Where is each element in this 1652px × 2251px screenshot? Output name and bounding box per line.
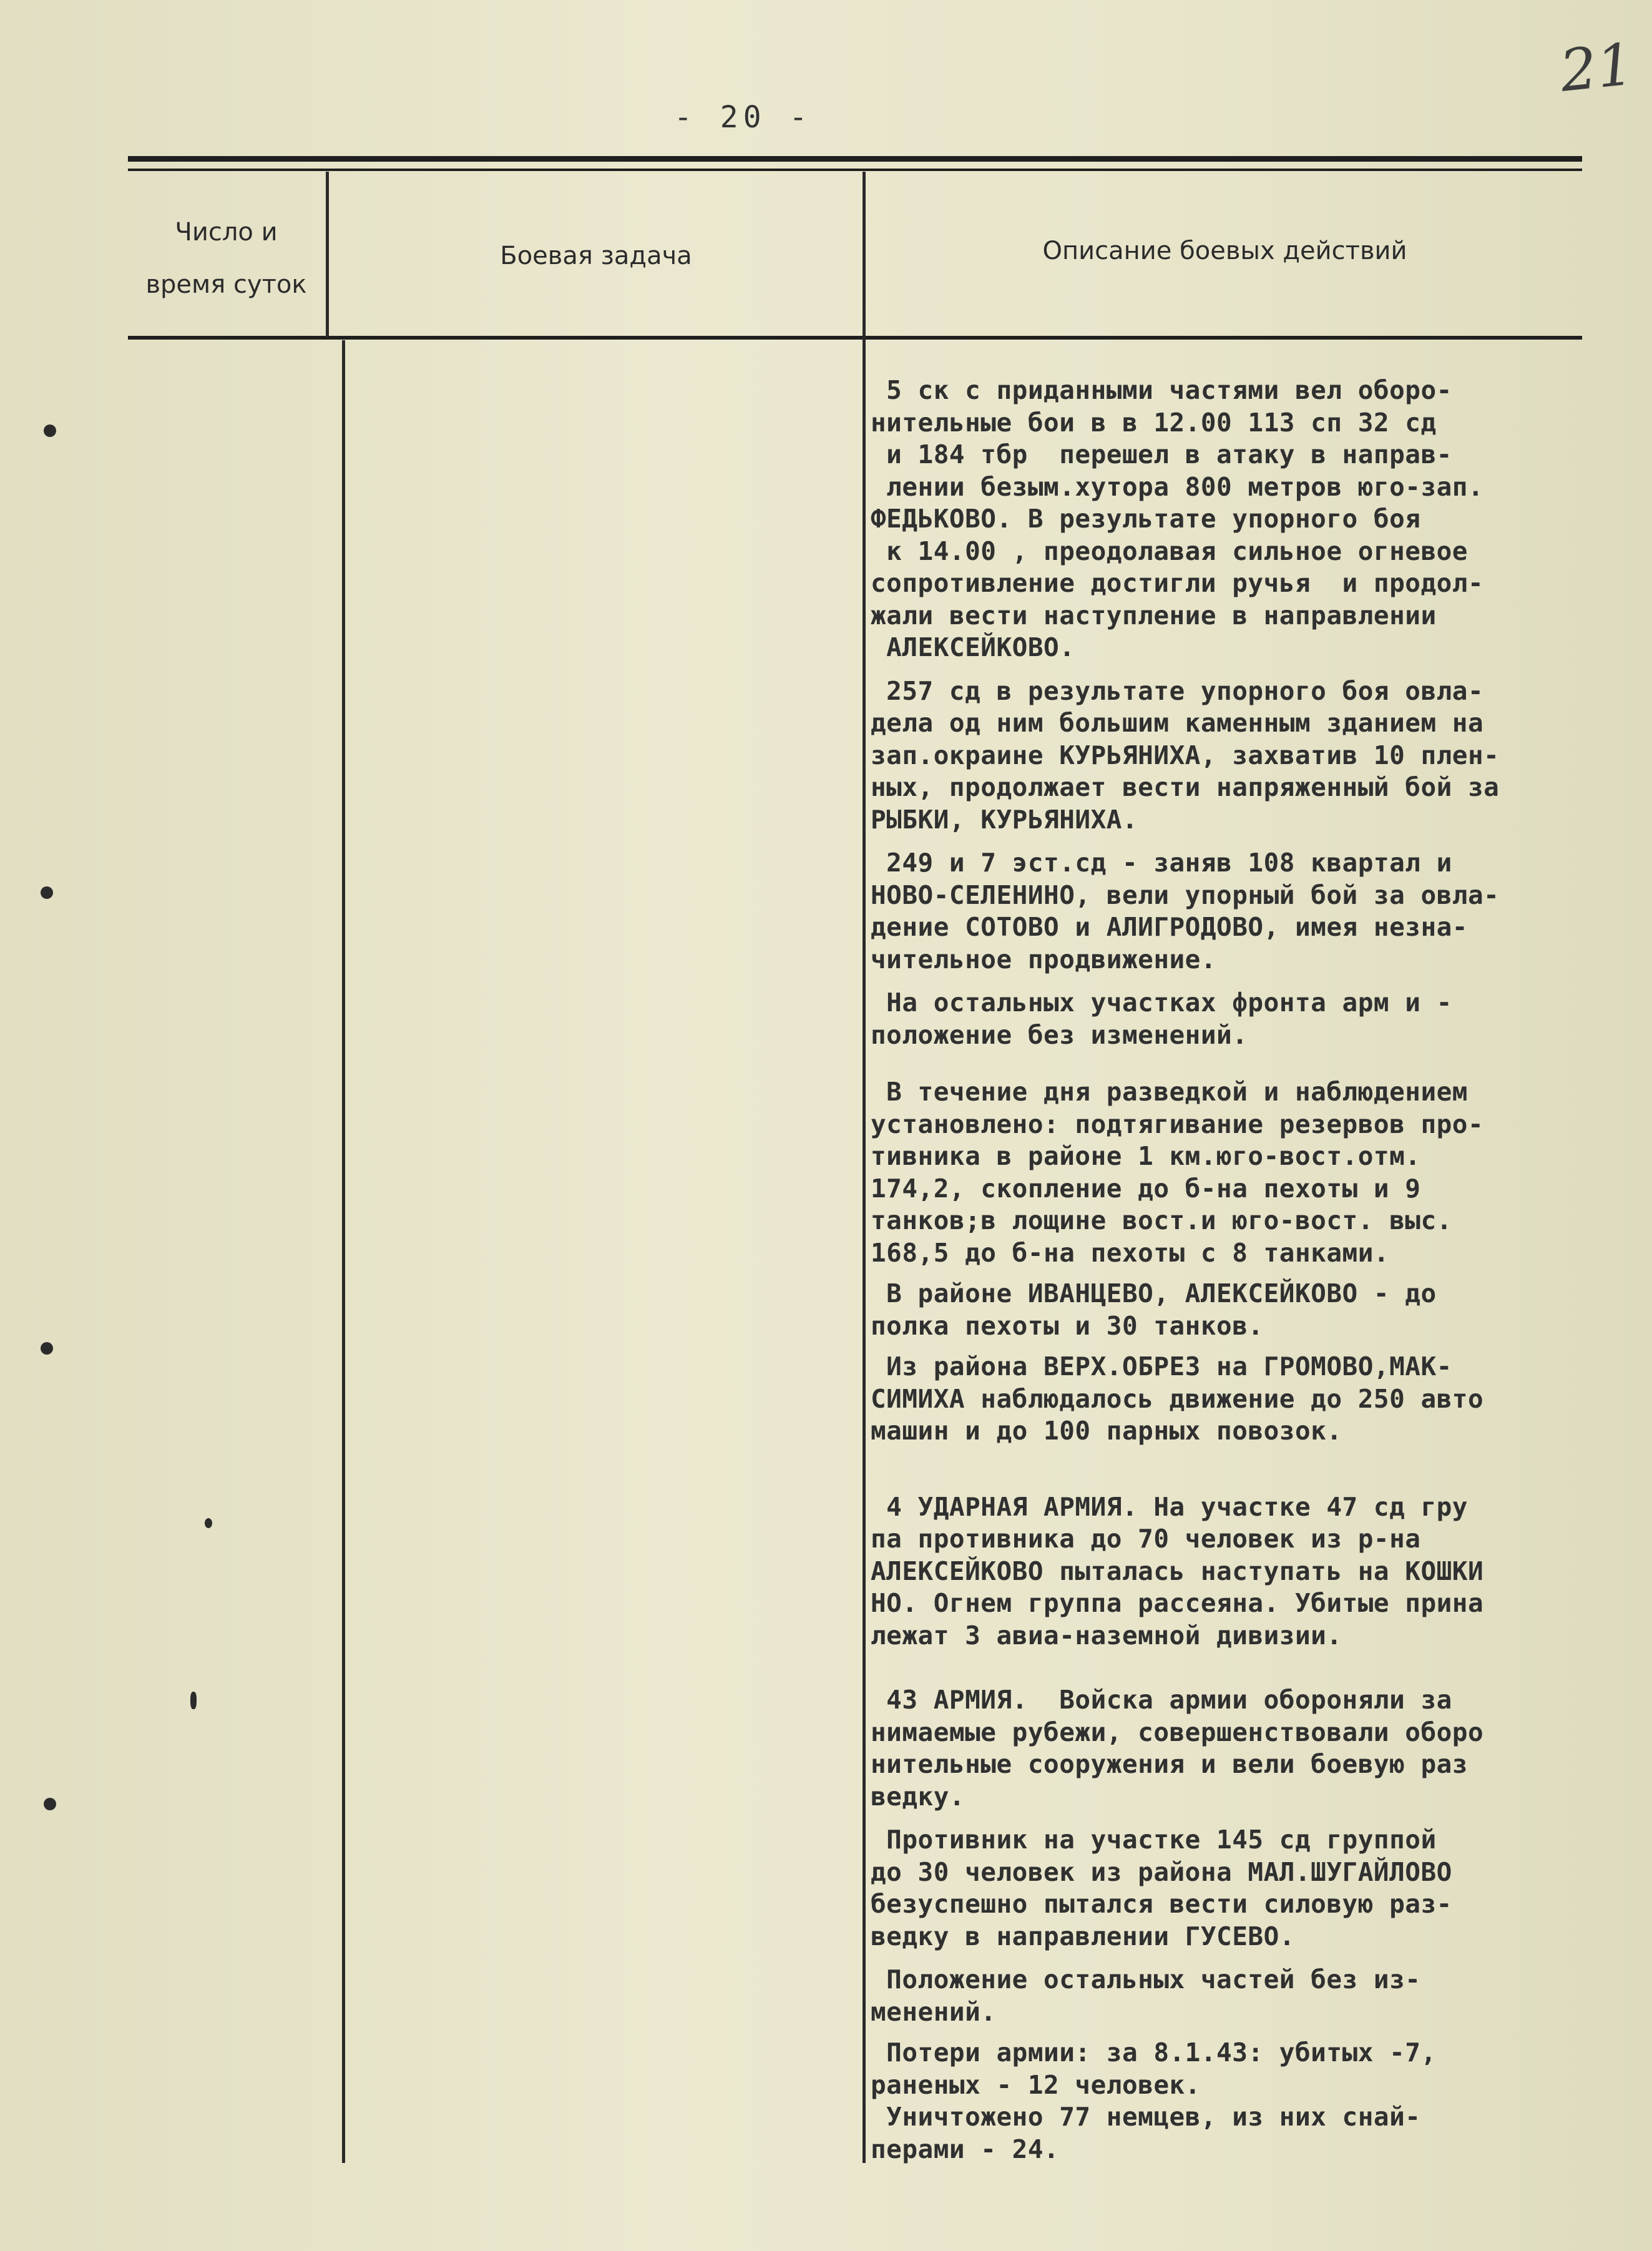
folio-number: 21: [1557, 31, 1637, 105]
entry-verkh-obrez: Из района ВЕРХ.ОБРЕЗ на ГРОМОВО,МАК- СИМИХА наблюдалось движение до 250 авто машин и до 100 парных повозок.: [871, 1351, 1484, 1446]
entry-ivantsevo: В районе ИВАНЦЕВО, АЛЕКСЕЙКОВО - до полка пехоты и 30 танков.: [871, 1278, 1437, 1341]
header-date-time: [128, 206, 325, 311]
header-date-time-label: Число и время суток: [145, 218, 307, 299]
binding-hole-mark: [41, 886, 53, 899]
binding-hole-mark: [44, 1798, 56, 1810]
entry-other-units: Положение остальных частей без из- менений.: [871, 1964, 1421, 2027]
binding-hole-mark: [41, 1342, 53, 1355]
entry-43-army: 43 АРМИЯ. Войска армии обороняли за нимаемые рубежи, совершенствовали оборо нительные сооружения и вели боевую раз ведку.: [871, 1685, 1484, 1812]
entry-5-sk: 5 ск с приданными частями вел оборо- нительные бои в в 12.00 113 сп 32 сд и 184 тбр перешел в атаку в направ- лении безым.хутора 800 метров юго-зап. ФЕДЬКОВО. В результате упорного боя к 14.00 , преодолавая сильное огневое сопротивление достигли ручья и продол- жали вести наступление в направлении АЛЕКСЕЙКОВО.: [871, 375, 1484, 662]
header-combat-task: Боевая задача: [500, 242, 692, 270]
entry-army-losses: Потери армии: за 8.1.43: убитых -7, раненых - 12 человек. Уничтожено 77 немцев, из них снай- перами - 24.: [871, 2038, 1437, 2164]
entry-249-7-sd: 249 и 7 эст.сд - заняв 108 квартал и НОВО-СЕЛЕНИНО, вели упорный бой за овла- дение СОТОВО и АЛИГРОДОВО, имея незна- чительное продвижение.: [871, 848, 1500, 974]
entry-other-sectors: На остальных участках фронта арм и - положение без изменений.: [871, 988, 1452, 1050]
table-top-rule: [128, 156, 1582, 162]
entry-reconnaissance: В течение дня разведкой и наблюдением установлено: подтягивание резервов про- тивника в районе 1 км.юго-вост.отм. 174,2, скопление до б-на пехоты и 9 танков;в лощине вост.и юго-вост. выс. 168,5 до б-на пехоты с 8 танками.: [871, 1077, 1484, 1268]
table-top-rule-thin: [128, 169, 1582, 171]
ink-mark: [205, 1518, 212, 1528]
ink-mark: [190, 1692, 197, 1709]
entry-4-shock-army: 4 УДАРНАЯ АРМИЯ. На участке 47 сд гру па противника до 70 человек из р-на АЛЕКСЕЙКОВО пыталась наступать на КОШКИ НО. Огнем группа рассеяна. Убитые прина лежат 3 авиа-наземной дивизии.: [871, 1491, 1484, 1650]
page-number: - 20 -: [674, 100, 813, 135]
entry-257-sd: 257 сд в результате упорного боя овла- дела од ним большим каменным зданием на зап.окраине КУРЬЯНИХА, захватив 10 плен- ных, продолжает вести напряженный бой за РЫБКИ, КУРЬЯНИХА.: [871, 675, 1500, 835]
binding-hole-mark: [44, 424, 56, 437]
column-divider-1: [326, 172, 329, 337]
entry-enemy-145-sd: Противник на участке 145 сд группой до 30 человек из района МАЛ.ШУГАЙЛОВО безуспешно пытался вести силовую раз- ведку в направлении ГУСЕВО.: [871, 1825, 1452, 1951]
header-combat-description: Описание боевых действий: [1042, 237, 1407, 265]
column-divider-1-body: [342, 340, 345, 2163]
column-divider-2: [863, 172, 866, 2163]
combat-description-column: [871, 375, 1588, 2165]
table-header-rule: [128, 336, 1582, 340]
